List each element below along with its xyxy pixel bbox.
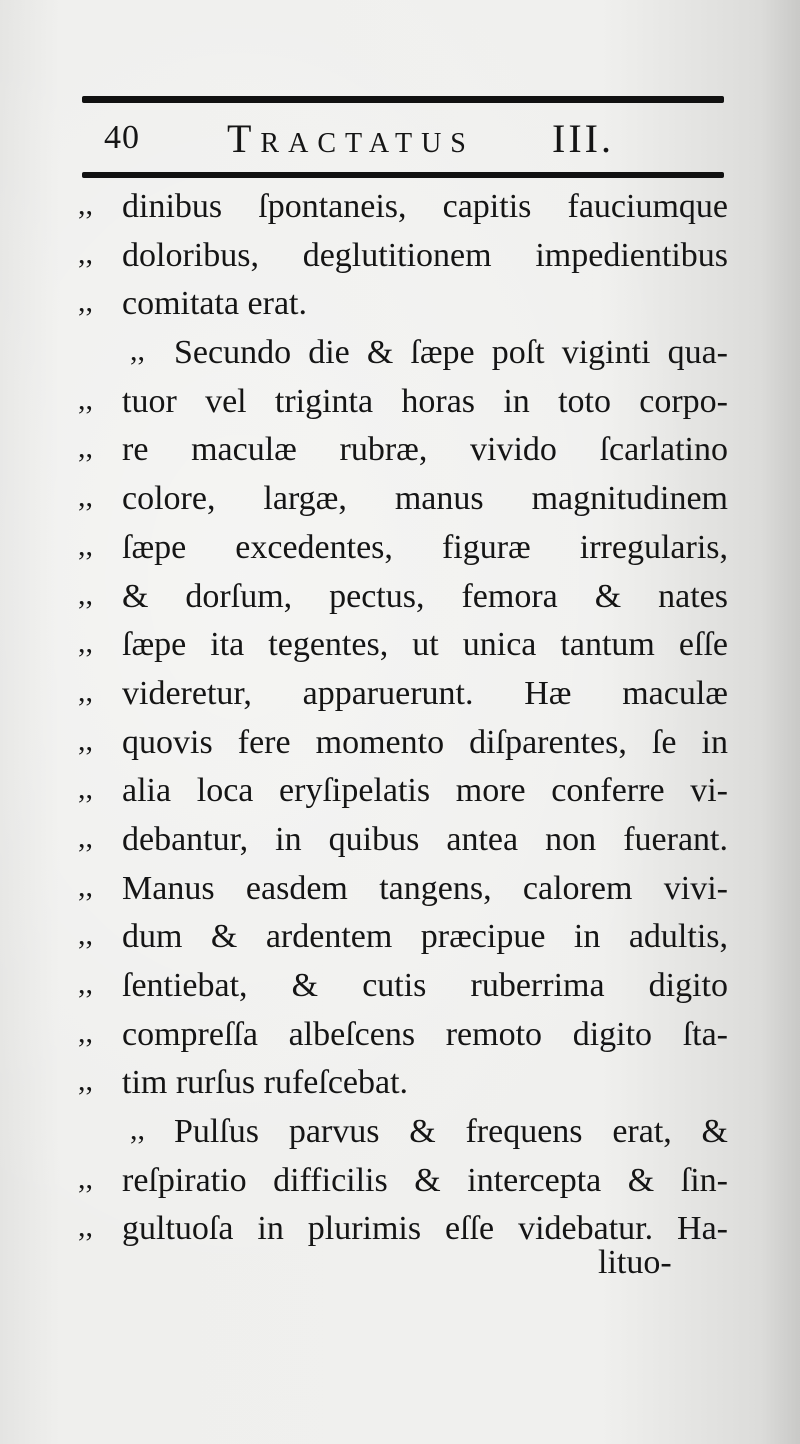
line-text: re maculæ rubræ, vivido ſcarlatino [122, 431, 728, 469]
quote-mark: ,, [78, 918, 93, 952]
quote-mark: ,, [78, 674, 93, 708]
text-line [78, 184, 738, 233]
running-title: Tractatus [227, 116, 475, 161]
quote-mark: ,, [78, 480, 93, 514]
text-line [78, 281, 738, 330]
quote-mark: ,, [78, 1064, 93, 1098]
line-text: comitata erat. [122, 285, 308, 323]
line-text: Secundo die & ſæpe poſt viginti qua- [174, 334, 728, 372]
quote-mark: ,, [78, 820, 93, 854]
line-text: reſpiratio difficilis & intercepta & ſin- [122, 1161, 728, 1199]
text-body [78, 184, 738, 1255]
line-text: doloribus, deglutitionem impedientibus [122, 236, 728, 274]
text-line-paragraph-start [78, 330, 738, 379]
text-line [78, 1060, 738, 1109]
line-text: colore, largæ, manus magnitudinem [122, 480, 728, 518]
line-text: gultuoſa in plurimis eſſe videbatur. Ha- [122, 1210, 728, 1248]
text-line [78, 914, 738, 963]
quote-mark: ,, [78, 1210, 93, 1244]
line-text: ſentiebat, & cutis ruberrima digito [122, 967, 728, 1004]
text-line [78, 720, 738, 769]
text-line [78, 622, 738, 671]
quote-mark: ,, [78, 382, 93, 416]
text-line [78, 233, 738, 282]
catchword: lituo- [598, 1244, 672, 1281]
text-line [78, 768, 738, 817]
text-line [78, 866, 738, 915]
line-text: Pulſus parvus & frequens erat, & [174, 1113, 728, 1151]
text-line-paragraph-start [78, 1109, 738, 1158]
quote-mark: ,, [78, 723, 93, 757]
line-text: ſæpe ita tegentes, ut unica tantum eſſe [122, 626, 728, 664]
quote-mark: ,, [78, 188, 93, 221]
text-line [78, 525, 738, 574]
text-line [78, 427, 738, 476]
line-text: alia loca eryſipelatis more conferre vi- [122, 772, 728, 810]
quote-mark: ,, [78, 626, 93, 660]
line-text: & dorſum, pectus, femora & nates [122, 577, 728, 615]
quote-mark: ,, [130, 1113, 145, 1147]
section-number: III. [552, 116, 614, 161]
quote-mark: ,, [78, 285, 93, 319]
line-text: dum & ardentem præcipue in adultis, [122, 918, 728, 956]
line-text: videretur, apparuerunt. Hæ maculæ [122, 674, 728, 712]
quote-mark: ,, [78, 869, 93, 903]
line-text: ſæpe excedentes, figuræ irregularis, [122, 528, 728, 566]
line-text: tim rurſus rufeſcebat. [122, 1064, 409, 1102]
quote-mark: ,, [78, 1161, 93, 1195]
quote-mark: ,, [78, 431, 93, 465]
line-text: debantur, in quibus antea non fuerant. [122, 820, 728, 858]
quote-mark: ,, [78, 1015, 93, 1049]
quote-mark: ,, [78, 577, 93, 611]
line-text: quovis fere momento diſparentes, ſe in [122, 723, 728, 761]
quote-mark: ,, [78, 967, 93, 1000]
line-text: tuor vel triginta horas in toto corpo- [122, 382, 728, 420]
quote-mark: ,, [78, 528, 93, 562]
text-line [78, 574, 738, 623]
text-line [78, 671, 738, 720]
text-line [78, 476, 738, 525]
header-top-rule [82, 96, 724, 103]
quote-mark: ,, [78, 772, 93, 806]
line-text: dinibus ſpontaneis, capitis fauciumque [122, 188, 728, 225]
text-line [78, 817, 738, 866]
line-text: compreſſa albeſcens remoto digito ſta- [122, 1015, 728, 1053]
text-line [78, 963, 738, 1012]
running-header [82, 113, 724, 161]
text-line [78, 379, 738, 428]
text-line [78, 1158, 738, 1207]
quote-mark: ,, [130, 334, 145, 368]
page-number: 40 [104, 119, 140, 156]
line-text: Manus easdem tangens, calorem vivi- [122, 869, 728, 907]
quote-mark: ,, [78, 236, 93, 270]
text-line [78, 1012, 738, 1061]
header-bottom-rule [82, 172, 724, 178]
